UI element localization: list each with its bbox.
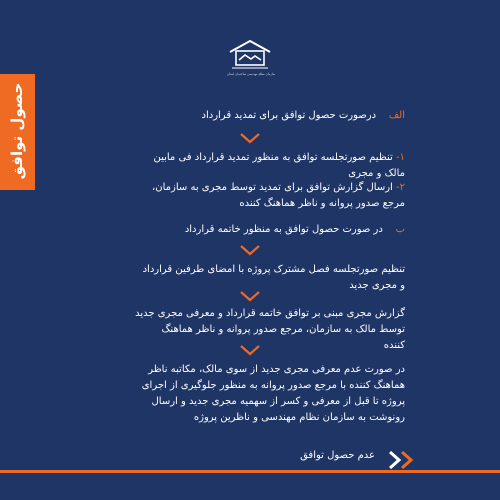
item-1-line-2: مالک و مجری: [348, 168, 405, 179]
section-b-step-3: [142, 362, 405, 426]
item-2-line-2: مرجع صدور پروانه و ناظر هماهنگ کننده: [239, 198, 405, 209]
step-3-line-2: هماهنگ کننده با مرجع صدور پروانه به منظور جلوگیری از اجرای: [141, 380, 405, 391]
step-2-line-3: کننده: [383, 340, 405, 351]
section-b-step-2: [135, 306, 405, 354]
section-a-item-1: [153, 150, 405, 182]
chevron-down-icon: [239, 290, 261, 302]
logo-caption: سازمان نظام مهندسی ساختمان استان: [226, 72, 276, 76]
section-b-step-1: [143, 262, 405, 294]
item-1-number: ۱-: [396, 152, 405, 163]
step-2-line-2: توسط مالک به سازمان، مرجع صدور پروانه و ناظر هماهنگ: [161, 324, 405, 335]
double-chevron-right-icon: [387, 449, 421, 471]
chevron-down-icon: [239, 132, 261, 144]
footer-bar: [0, 470, 500, 473]
section-b-title: در صورت حصول توافق به منظور خاتمه قرارداد: [184, 224, 383, 235]
item-2-number: ۲-: [396, 182, 405, 193]
step-1-line-1: تنظیم صورتجلسه فصل مشترک پروژه با امضای طرفین قرارداد: [142, 264, 405, 275]
chevron-down-icon: [239, 244, 261, 256]
section-a-marker: الف: [388, 110, 405, 121]
chevron-down-icon: [239, 344, 261, 356]
section-a-title: درصورت حصول توافق برای تمدید قرارداد: [201, 110, 377, 121]
section-b-header: [185, 222, 405, 238]
step-2-line-1: گزارش مجری مبنی بر توافق خاتمه قرارداد و معرفی مجری جدید: [135, 308, 405, 319]
section-a-header: [202, 108, 405, 124]
item-1-line-1: تنظیم صورتجلسه توافق به منظور تمدید قرارداد فی مابین: [153, 152, 393, 163]
section-b-marker: ب: [395, 224, 405, 235]
footer-label: عدم حصول توافق: [300, 450, 375, 461]
step-3-line-3: پروژه تا قبل از معرفی و کسر از سهمیه مجری جدید و ارسال: [151, 396, 405, 407]
item-2-line-1: ارسال گزارش توافق برای تمدید توسط مجری به سازمان،: [152, 182, 393, 193]
section-a-item-2: [152, 180, 405, 212]
side-tab-label: حصول توافق: [8, 82, 26, 180]
step-3-line-4: رونوشت به سازمان نظام مهندسی و ناظرین پروژه: [193, 412, 405, 423]
step-3-line-1: در صورت عدم معرفی مجری جدید از سوی مالک، مکاتبه ناظر: [148, 364, 405, 375]
step-1-line-2: و مجری جدید: [349, 280, 405, 291]
